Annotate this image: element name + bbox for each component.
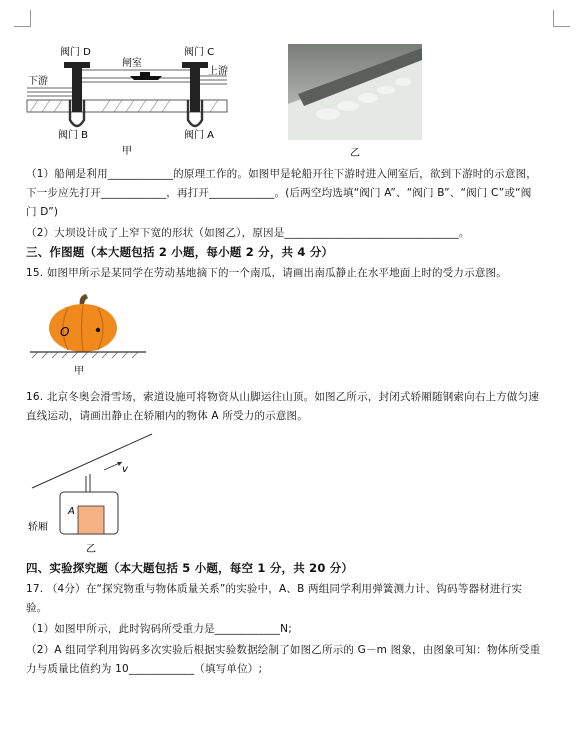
velocity-label: v	[122, 464, 128, 475]
valve-c-label: 阀门 C	[184, 47, 215, 58]
valve-d-label: 阀门 D	[60, 47, 91, 58]
q14-part1-line2: 下一步应先打开____________，再打开____________。(后两空均选填“阀门 A”、“阀门 B”、“阀门 C”或“阀	[26, 187, 532, 199]
q17-part2-line1: （2）A 组同学利用钩码多次实验后根据实验数据绘制了如图乙所示的 G－m 图象，由图象可知：物体所受重	[26, 644, 541, 656]
cable-car-figure	[26, 430, 156, 558]
pumpkin-caption: 甲	[74, 366, 84, 376]
q14-part2: （2）大坝设计成了上窄下宽的形状（如图乙），原因是________________________________。	[26, 227, 470, 239]
q14-part1-line1: （1）船闸是利用____________的原理工作的。如图甲是轮船开往下游时进入闸室后，欲到下游时的示意图，	[26, 168, 537, 180]
downstream-label: 下游	[28, 76, 48, 87]
valve-b-label: 阀门 B	[58, 130, 89, 141]
valve-a-label: 阀门 A	[184, 130, 215, 141]
q16-line2: 直线运动，请画出静止在轿厢内的物体 A 所受力的示意图。	[26, 410, 308, 422]
pumpkin-figure	[28, 290, 150, 376]
cabin-label: 轿厢	[28, 522, 48, 533]
cable-car-caption: 乙	[86, 544, 96, 555]
q15-text: 15. 如图甲所示是某同学在劳动基地摘下的一个南瓜，请画出南瓜静止在水平地面上时的受力示意图。	[26, 267, 507, 279]
page-corner-mark-left	[14, 10, 31, 27]
figure-caption-jia: 甲	[122, 146, 132, 157]
center-point-label: O	[60, 325, 70, 339]
q17-part1: （1）如图甲所示，此时钩码所受重力是____________N;	[26, 623, 292, 635]
section-4-title: 四、实验探究题（本大题包括 5 小题，每空 1 分，共 20 分）	[26, 561, 354, 575]
q17-line1: 17. （4分）在“探究物重与物体质量关系”的实验中，A、B 两组同学利用弹簧测力计、钩码等器材进行实	[26, 583, 523, 595]
upstream-label: 上游	[208, 66, 228, 77]
q16-line1: 16. 北京冬奥会滑雪场，索道设施可将物资从山脚运往山顶。如图乙所示，封闭式轿厢随钢索向右上方做匀速	[26, 391, 540, 403]
dam-photo	[288, 44, 428, 162]
object-a-label: A	[68, 506, 75, 517]
q17-line2: 验。	[26, 602, 48, 614]
figure-caption-yi: 乙	[350, 148, 360, 159]
section-3-title: 三、作图题（本大题包括 2 小题，每小题 2 分，共 4 分）	[26, 245, 334, 259]
ship-lock-figure	[22, 40, 232, 158]
chamber-label: 闸室	[122, 58, 142, 69]
q14-part1-line3: 门 D”)	[26, 206, 59, 218]
page-corner-mark-right	[553, 10, 570, 27]
q17-part2-line2: 力与质量比值约为 10____________（填写单位）;	[26, 663, 263, 675]
